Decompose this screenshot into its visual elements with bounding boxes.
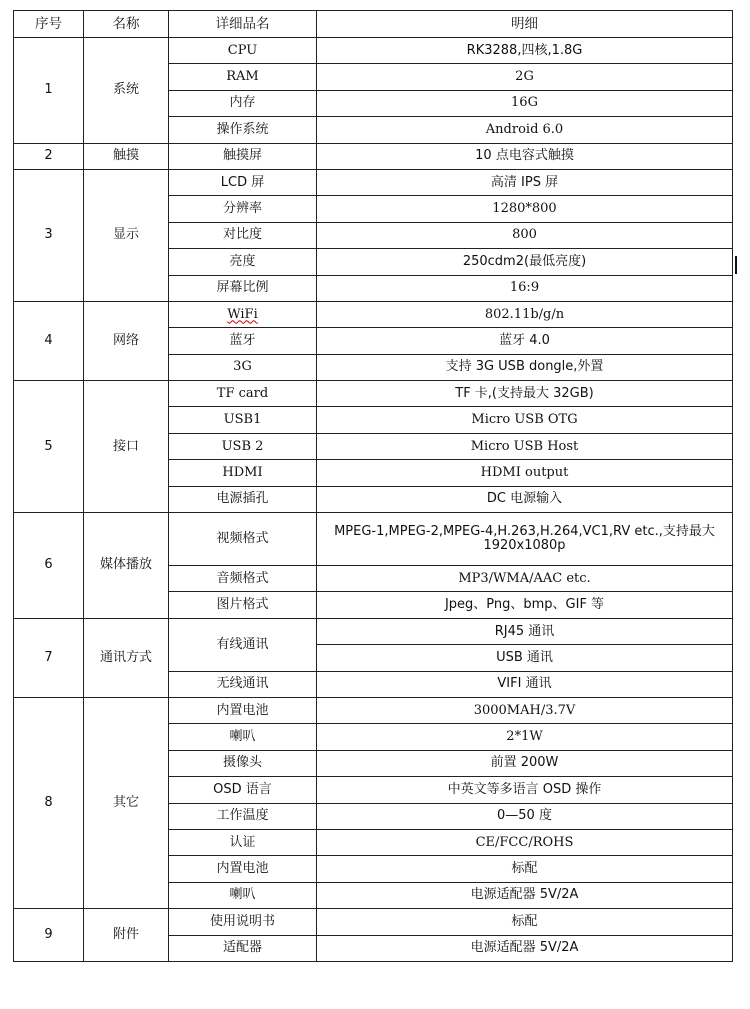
- item-name: [169, 38, 317, 64]
- group-number: 2: [14, 143, 84, 169]
- group-number: 5: [14, 381, 84, 513]
- item-label: 视频格式: [216, 531, 269, 547]
- item-name: [169, 90, 317, 116]
- group-name: 通讯方式: [84, 618, 169, 697]
- group-number: 9: [14, 909, 84, 962]
- table-row: [14, 618, 733, 644]
- item-label: LCD 屏: [220, 174, 265, 190]
- item-detail: 2*1W: [317, 724, 733, 750]
- item-detail: USB 通讯: [317, 645, 733, 671]
- item-name: [169, 909, 317, 935]
- item-name: [169, 196, 317, 222]
- item-label: CPU: [227, 42, 258, 58]
- table-row: [14, 513, 733, 566]
- item-name: [169, 407, 317, 433]
- table-row: [14, 169, 733, 195]
- item-name: [169, 354, 317, 380]
- table-row: [14, 381, 733, 407]
- item-name: [169, 592, 317, 618]
- item-name: [169, 486, 317, 512]
- item-detail: 中英文等多语言 OSD 操作: [317, 777, 733, 803]
- item-name: [169, 460, 317, 486]
- item-detail: 802.11b/g/n: [317, 301, 733, 327]
- item-label: 分辨率: [222, 201, 262, 217]
- item-detail: Micro USB Host: [317, 433, 733, 459]
- item-label: 使用说明书: [209, 913, 275, 929]
- table-row: [14, 143, 733, 169]
- item-detail: DC 电源输入: [317, 486, 733, 512]
- item-detail: RJ45 通讯: [317, 618, 733, 644]
- item-label: USB1: [223, 412, 262, 428]
- item-name: [169, 249, 317, 275]
- item-detail: 16G: [317, 90, 733, 116]
- item-label: WiFi: [227, 306, 258, 322]
- item-label: 屏幕比例: [216, 280, 269, 296]
- item-name: [169, 724, 317, 750]
- item-detail: VIFI 通讯: [317, 671, 733, 697]
- table-row: [14, 909, 733, 935]
- item-name: [169, 566, 317, 592]
- item-name: [169, 803, 317, 829]
- group-number: 3: [14, 169, 84, 301]
- group-number: 6: [14, 513, 84, 619]
- item-label: 音频格式: [216, 570, 269, 586]
- item-detail: 10 点电容式触摸: [317, 143, 733, 169]
- group-name: 附件: [84, 909, 169, 962]
- item-label: OSD 语言: [213, 781, 272, 797]
- item-detail: 1280*800: [317, 196, 733, 222]
- item-label: 认证: [229, 834, 256, 850]
- item-name: [169, 169, 317, 195]
- item-name: [169, 513, 317, 566]
- item-name: [169, 222, 317, 248]
- table-row: [14, 697, 733, 723]
- spec-body: [14, 38, 733, 962]
- group-name: 触摸: [84, 143, 169, 169]
- item-label: 内存: [229, 95, 256, 111]
- item-label: USB 2: [221, 438, 264, 454]
- item-detail: HDMI output: [317, 460, 733, 486]
- header-detail: 明细: [317, 11, 733, 38]
- item-name: [169, 275, 317, 301]
- item-label: 内置电池: [216, 861, 269, 877]
- item-label: 亮度: [229, 253, 256, 269]
- item-label: 图片格式: [216, 597, 269, 613]
- item-detail: RK3288,四核,1.8G: [317, 38, 733, 64]
- item-detail: 电源适配器 5V/2A: [317, 935, 733, 961]
- item-label: 操作系统: [216, 121, 269, 137]
- header-item: 详细品名: [169, 11, 317, 38]
- item-label: 蓝牙: [229, 332, 256, 348]
- group-name: 系统: [84, 38, 169, 144]
- item-name: [169, 618, 317, 671]
- item-name: [169, 301, 317, 327]
- item-detail: 0—50 度: [317, 803, 733, 829]
- item-detail: 电源适配器 5V/2A: [317, 882, 733, 908]
- group-number: 7: [14, 618, 84, 697]
- group-name: 网络: [84, 301, 169, 380]
- item-name: [169, 882, 317, 908]
- group-name: 其它: [84, 697, 169, 908]
- group-name: 媒体播放: [84, 513, 169, 619]
- item-name: [169, 777, 317, 803]
- item-label: 内置电池: [216, 702, 269, 718]
- item-detail: 800: [317, 222, 733, 248]
- item-label: 适配器: [222, 940, 262, 956]
- item-label: 无线通讯: [216, 676, 269, 692]
- item-label: 喇叭: [229, 887, 256, 903]
- item-detail: Micro USB OTG: [317, 407, 733, 433]
- item-detail: 蓝牙 4.0: [317, 328, 733, 354]
- item-label: TF card: [216, 385, 269, 401]
- item-detail: 前置 200W: [317, 750, 733, 776]
- item-name: [169, 856, 317, 882]
- item-detail: MP3/WMA/AAC etc.: [317, 566, 733, 592]
- header-no: 序号: [14, 11, 84, 38]
- item-label: 摄像头: [222, 755, 262, 771]
- item-name: [169, 750, 317, 776]
- group-number: 1: [14, 38, 84, 144]
- item-detail: 标配: [317, 856, 733, 882]
- item-detail: 高清 IPS 屏: [317, 169, 733, 195]
- item-name: [169, 697, 317, 723]
- item-label: 电源插孔: [216, 491, 269, 507]
- spec-table: [13, 10, 733, 962]
- item-name: [169, 671, 317, 697]
- item-name: [169, 381, 317, 407]
- item-name: [169, 829, 317, 855]
- group-name: 显示: [84, 169, 169, 301]
- item-label: 触摸屏: [222, 148, 262, 164]
- item-name: [169, 143, 317, 169]
- item-label: 对比度: [222, 227, 262, 243]
- table-row: [14, 38, 733, 64]
- group-number: 4: [14, 301, 84, 380]
- item-label: RAM: [226, 69, 259, 85]
- item-detail: 标配: [317, 909, 733, 935]
- header-row: [14, 11, 733, 38]
- item-label: 有线通讯: [216, 636, 269, 652]
- item-detail: Jpeg、Png、bmp、GIF 等: [317, 592, 733, 618]
- item-detail: 250cdm2(最低亮度): [317, 249, 733, 275]
- table-row: [14, 301, 733, 327]
- item-name: [169, 64, 317, 90]
- group-number: 8: [14, 697, 84, 908]
- item-label: 工作温度: [216, 808, 269, 824]
- item-detail: TF 卡,(支持最大 32GB): [317, 381, 733, 407]
- item-name: [169, 433, 317, 459]
- header-name: 名称: [84, 11, 169, 38]
- item-label: 喇叭: [229, 729, 256, 745]
- item-label: HDMI: [222, 464, 263, 480]
- item-name: [169, 935, 317, 961]
- item-name: [169, 117, 317, 143]
- item-detail: MPEG-1,MPEG-2,MPEG-4,H.263,H.264,VC1,RV etc.,支持最大 1920x1080p: [317, 513, 733, 566]
- item-detail: 16:9: [317, 275, 733, 301]
- item-detail: 支持 3G USB dongle,外置: [317, 354, 733, 380]
- item-name: [169, 328, 317, 354]
- item-detail: 3000MAH/3.7V: [317, 697, 733, 723]
- item-detail: Android 6.0: [317, 117, 733, 143]
- group-name: 接口: [84, 381, 169, 513]
- item-detail: 2G: [317, 64, 733, 90]
- item-detail: CE/FCC/ROHS: [317, 829, 733, 855]
- page-edge-mark: [735, 256, 737, 274]
- item-label: 3G: [233, 359, 252, 375]
